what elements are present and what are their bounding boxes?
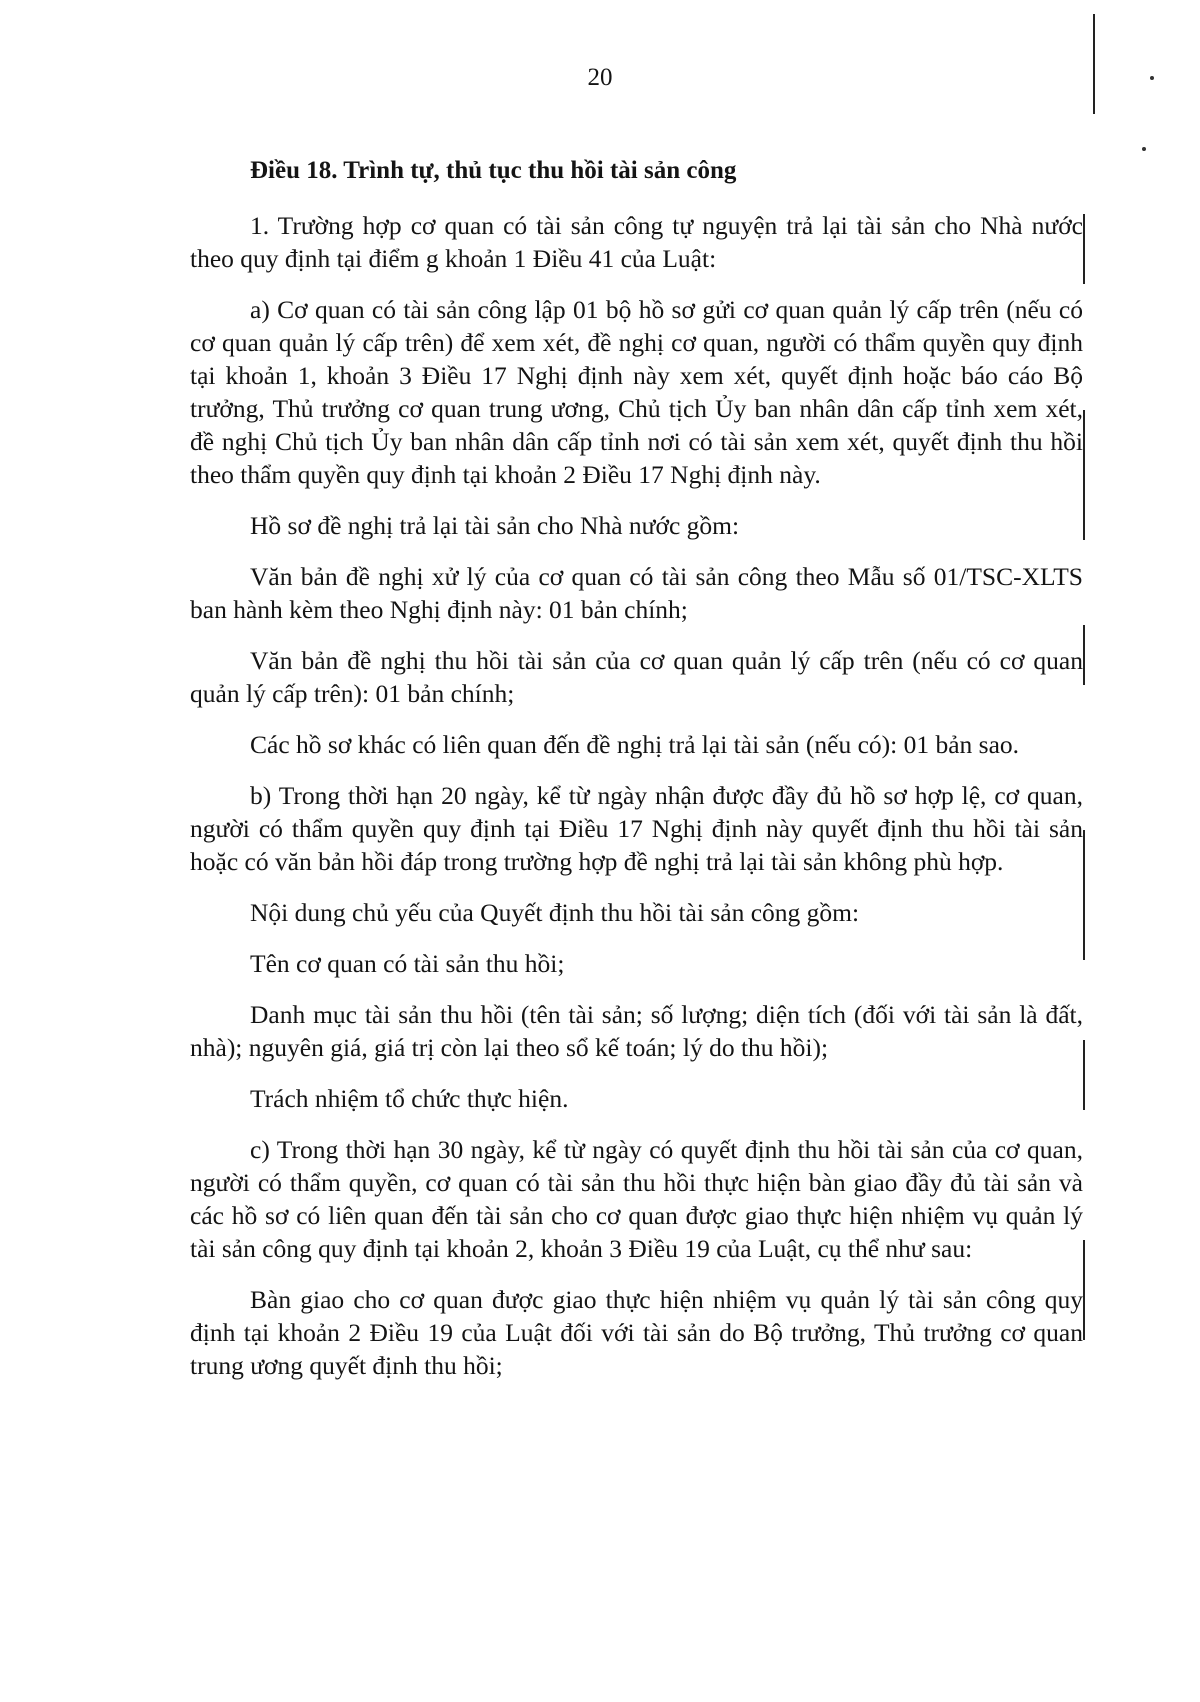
scan-speck <box>1150 76 1154 80</box>
scan-margin-line <box>1083 410 1085 540</box>
scan-margin-line <box>1083 1040 1085 1110</box>
decision-content-intro: Nội dung chủ yếu của Quyết định thu hồi tài sản công gồm: <box>250 898 860 927</box>
dossier-item-1: Văn bản đề nghị xử lý của cơ quan có tài sản công theo Mẫu số 01/TSC-XLTS ban hành kèm theo Nghị định này: 01 bản chính; <box>190 562 1083 624</box>
article-body <box>190 155 1083 1400</box>
dossier-item-2: Văn bản đề nghị thu hồi tài sản của cơ quan quản lý cấp trên (nếu có cơ quan quản lý cấp trên): 01 bản chính; <box>190 646 1083 708</box>
dossier-intro: Hồ sơ đề nghị trả lại tài sản cho Nhà nước gồm: <box>250 511 740 540</box>
scan-margin-line <box>1093 14 1095 114</box>
handover-item-1: Bàn giao cho cơ quan được giao thực hiện nhiệm vụ quản lý tài sản công quy định tại khoản 2 Điều 19 của Luật đối với tài sản do Bộ trưởng, Thủ trưởng cơ quan trung ương quyết định thu hồi; <box>190 1285 1083 1380</box>
decision-item-3: Trách nhiệm tổ chức thực hiện. <box>250 1084 569 1113</box>
scan-margin-line <box>1083 1240 1085 1340</box>
paragraph-1b: b) Trong thời hạn 20 ngày, kể từ ngày nhận được đầy đủ hồ sơ hợp lệ, cơ quan, người có thẩm quyền quy định tại Điều 17 Nghị định này quyết định thu hồi tài sản hoặc có văn bản hồi đáp trong trường hợp đề nghị trả lại tài sản không phù hợp. <box>190 781 1083 876</box>
paragraph-1c: c) Trong thời hạn 30 ngày, kể từ ngày có quyết định thu hồi tài sản của cơ quan, người có thẩm quyền, cơ quan có tài sản thu hồi thực hiện bàn giao đầy đủ tài sản và các hồ sơ có liên quan đến tài sản cho cơ quan được giao thực hiện nhiệm vụ quản lý tài sản công quy định tại khoản 2, khoản 3 Điều 19 của Luật, cụ thể như sau: <box>190 1135 1083 1263</box>
scan-margin-line <box>1083 214 1085 284</box>
decision-item-2: Danh mục tài sản thu hồi (tên tài sản; số lượng; diện tích (đối với tài sản là đất, nhà); nguyên giá, giá trị còn lại theo sổ kế toán; lý do thu hồi); <box>190 1000 1083 1062</box>
paragraph-1: 1. Trường hợp cơ quan có tài sản công tự nguyện trả lại tài sản cho Nhà nước theo quy định tại điểm g khoản 1 Điều 41 của Luật: <box>190 211 1083 273</box>
page-number: 20 <box>587 64 613 91</box>
scan-speck <box>1142 147 1146 151</box>
article-heading: Điều 18. Trình tự, thủ tục thu hồi tài sản công <box>250 157 737 184</box>
scan-margin-line <box>1083 830 1085 960</box>
scan-margin-line <box>1083 625 1085 685</box>
paragraph-1a: a) Cơ quan có tài sản công lập 01 bộ hồ sơ gửi cơ quan quản lý cấp trên (nếu có cơ quan quản lý cấp trên) để xem xét, đề nghị cơ quan, người có thẩm quyền quy định tại khoản 1, khoản 3 Điều 17 Nghị định này xem xét, quyết định hoặc báo cáo Bộ trưởng, Thủ trưởng cơ quan trung ương, Chủ tịch Ủy ban nhân dân cấp tỉnh xem xét, đề nghị Chủ tịch Ủy ban nhân dân cấp tỉnh nơi có tài sản xem xét, quyết định thu hồi theo thẩm quyền quy định tại khoản 2 Điều 17 Nghị định này. <box>190 295 1083 489</box>
dossier-item-3: Các hồ sơ khác có liên quan đến đề nghị trả lại tài sản (nếu có): 01 bản sao. <box>250 730 1020 759</box>
decision-item-1: Tên cơ quan có tài sản thu hồi; <box>250 949 565 978</box>
